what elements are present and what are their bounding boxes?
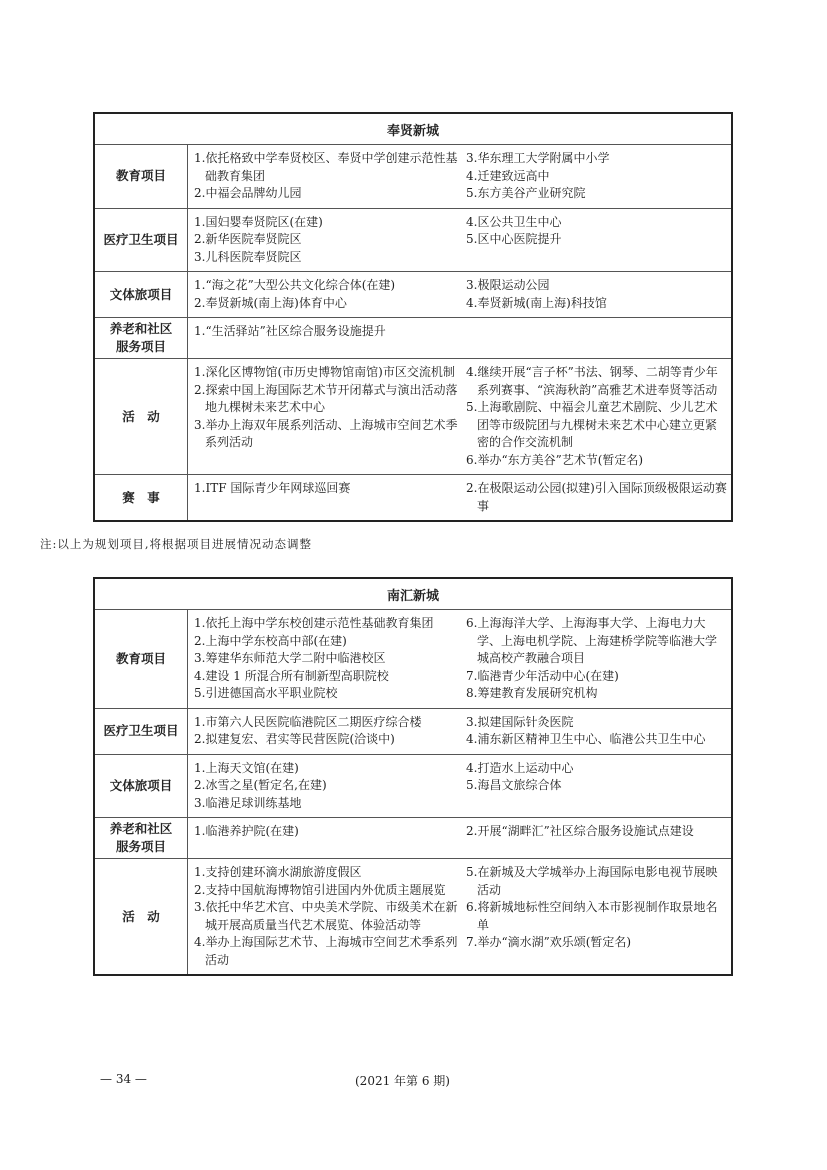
- list-item: 6.将新城地标性空间纳入本市影视制作取景地名单: [466, 900, 718, 932]
- list-item: 4.奉贤新城(南上海)科技馆: [466, 295, 607, 310]
- list-item: 2.探索中国上海国际艺术节开闭幕式与演出活动落地九棵树未来艺术中心: [194, 382, 458, 414]
- row-category: 文体旅项目: [95, 272, 188, 317]
- list-item: 4.迁建致远高中: [466, 168, 550, 183]
- table-row: [95, 359, 731, 475]
- list-item: 1.支持创建环滴水湖旅游度假区: [194, 865, 362, 879]
- list-item: 3.举办上海双年展系列活动、上海城市空间艺术季系列活动: [194, 417, 458, 449]
- table-row: [95, 755, 731, 819]
- list-item: 3.临港足球训练基地: [194, 795, 302, 810]
- list-item: 4.区公共卫生中心: [466, 214, 562, 229]
- items-column-right: [466, 714, 731, 749]
- list-item: 7.临港青少年活动中心(在建): [466, 668, 619, 683]
- row-category: 文体旅项目: [95, 755, 188, 818]
- items-column-right: [466, 277, 731, 312]
- items-column-left: [194, 364, 466, 469]
- list-item: 5.在新城及大学城举办上海国际电影电视节展映活动: [466, 865, 718, 897]
- items-column-left: [194, 864, 466, 969]
- items-column-right: [466, 615, 731, 703]
- items-column-right: [466, 323, 731, 353]
- list-item: 8.筹建教育发展研究机构: [466, 686, 598, 700]
- list-item: 2.奉贤新城(南上海)体育中心: [194, 295, 347, 310]
- items-column-right: [466, 823, 731, 853]
- table-row: [95, 209, 731, 273]
- list-item: 2.拟建复宏、君实等民营医院(洽谈中): [194, 732, 395, 746]
- table-row: [95, 318, 731, 359]
- list-item: 1.“生活驿站”社区综合服务设施提升: [194, 324, 386, 338]
- list-item: 5.区中心医院提升: [466, 232, 562, 246]
- items-column-left: [194, 823, 466, 853]
- items-column-left: [194, 277, 466, 312]
- list-item: 4.建设 1 所混合所有制新型高职院校: [194, 668, 389, 683]
- row-category: 活 动: [95, 859, 188, 974]
- list-item: 3.拟建国际针灸医院: [466, 714, 574, 729]
- items-column-right: [466, 150, 731, 203]
- row-category: 活 动: [95, 359, 188, 474]
- table-row: [95, 818, 731, 859]
- list-item: 4.继续开展“言子杯”书法、钢琴、二胡等青少年系列赛事、“滨海秋韵”高雅艺术进奉贤等活动: [466, 365, 718, 397]
- list-item: 1.临港养护院(在建): [194, 824, 299, 838]
- items-column-left: [194, 615, 466, 703]
- list-item: 6.上海海洋大学、上海海事大学、上海电力大学、上海电机学院、上海建桥学院等临港大学城高校产教融合项目: [466, 616, 718, 665]
- list-item: 2.开展“湖畔汇”社区综合服务设施试点建设: [466, 824, 694, 838]
- list-item: 6.举办“东方美谷”艺术节(暂定名): [466, 452, 644, 467]
- list-item: 2.中福会品牌幼儿园: [194, 186, 302, 200]
- list-item: 3.极限运动公园: [466, 278, 550, 292]
- items-column-left: [194, 214, 466, 267]
- list-item: 1.依托上海中学东校创建示范性基础教育集团: [194, 616, 434, 630]
- list-item: 3.儿科医院奉贤院区: [194, 249, 302, 264]
- items-column-left: [194, 150, 466, 203]
- items-column-right: [466, 214, 731, 267]
- list-item: 2.支持中国航海博物馆引进国内外优质主题展览: [194, 882, 446, 897]
- items-column-left: [194, 323, 466, 353]
- list-item: 2.在极限运动公园(拟建)引入国际顶级极限运动赛事: [466, 481, 727, 513]
- row-category: 赛 事: [95, 475, 188, 520]
- table-row: [95, 475, 731, 520]
- row-category: 教育项目: [95, 610, 188, 708]
- list-item: 1.“海之花”大型公共文化综合体(在建): [194, 278, 396, 292]
- list-item: 4.举办上海国际艺术节、上海城市空间艺术季系列活动: [194, 935, 458, 967]
- row-category: 医疗卫生项目: [95, 209, 188, 272]
- issue-label: (2021 年第 6 期): [355, 1074, 450, 1088]
- nanhui-table: [93, 577, 733, 976]
- items-column-right: [466, 864, 731, 969]
- row-category: 教育项目: [95, 145, 188, 208]
- list-item: 3.依托中华艺术宫、中央美术学院、市级美术在新城开展高质量当代艺术展览、体验活动等: [194, 900, 458, 932]
- items-column-left: [194, 714, 466, 749]
- list-item: 5.引进德国高水平职业院校: [194, 686, 338, 700]
- list-item: 3.筹建华东师范大学二附中临港校区: [194, 651, 386, 665]
- list-item: 5.海昌文旅综合体: [466, 778, 562, 792]
- fengxian-title: 奉贤新城: [95, 114, 731, 145]
- list-item: 5.东方美谷产业研究院: [466, 186, 586, 200]
- list-item: 1.依托格致中学奉贤校区、奉贤中学创建示范性基础教育集团: [194, 151, 458, 183]
- row-category: 养老和社区服务项目: [95, 318, 188, 358]
- page-number: — 34 —: [100, 1072, 147, 1086]
- list-item: 2.上海中学东校高中部(在建): [194, 633, 347, 648]
- items-column-right: [466, 760, 731, 813]
- list-item: 5.上海歌剧院、中福会儿童艺术剧院、少儿艺术团等市级院团与九棵树未来艺术中心建立更紧密的合作交流机制: [466, 400, 718, 449]
- table-note: 注:以上为规划项目,将根据项目进展情况动态调整: [40, 537, 313, 551]
- list-item: 1.ITF 国际青少年网球巡回赛: [194, 481, 351, 495]
- list-item: 1.市第六人民医院临港院区二期医疗综合楼: [194, 714, 422, 729]
- table-row: [95, 610, 731, 709]
- list-item: 7.举办“滴水湖”欢乐颂(暂定名): [466, 935, 632, 949]
- nanhui-title: 南汇新城: [95, 579, 731, 610]
- list-item: 1.深化区博物馆(市历史博物馆南馆)市区交流机制: [194, 365, 455, 379]
- table-row: [95, 859, 731, 974]
- list-item: 3.华东理工大学附属中小学: [466, 151, 610, 165]
- fengxian-table: [93, 112, 733, 522]
- list-item: 1.上海天文馆(在建): [194, 760, 299, 775]
- table-row: [95, 709, 731, 755]
- list-item: 4.打造水上运动中心: [466, 760, 574, 775]
- items-column-right: [466, 364, 731, 469]
- row-category: 养老和社区服务项目: [95, 818, 188, 858]
- table-row: [95, 272, 731, 318]
- list-item: 1.国妇婴奉贤院区(在建): [194, 214, 323, 229]
- items-column-right: [466, 480, 731, 515]
- items-column-left: [194, 480, 466, 515]
- list-item: 2.新华医院奉贤院区: [194, 232, 302, 246]
- list-item: 4.浦东新区精神卫生中心、临港公共卫生中心: [466, 732, 706, 746]
- items-column-left: [194, 760, 466, 813]
- table-row: [95, 145, 731, 209]
- row-category: 医疗卫生项目: [95, 709, 188, 754]
- list-item: 2.冰雪之星(暂定名,在建): [194, 778, 327, 792]
